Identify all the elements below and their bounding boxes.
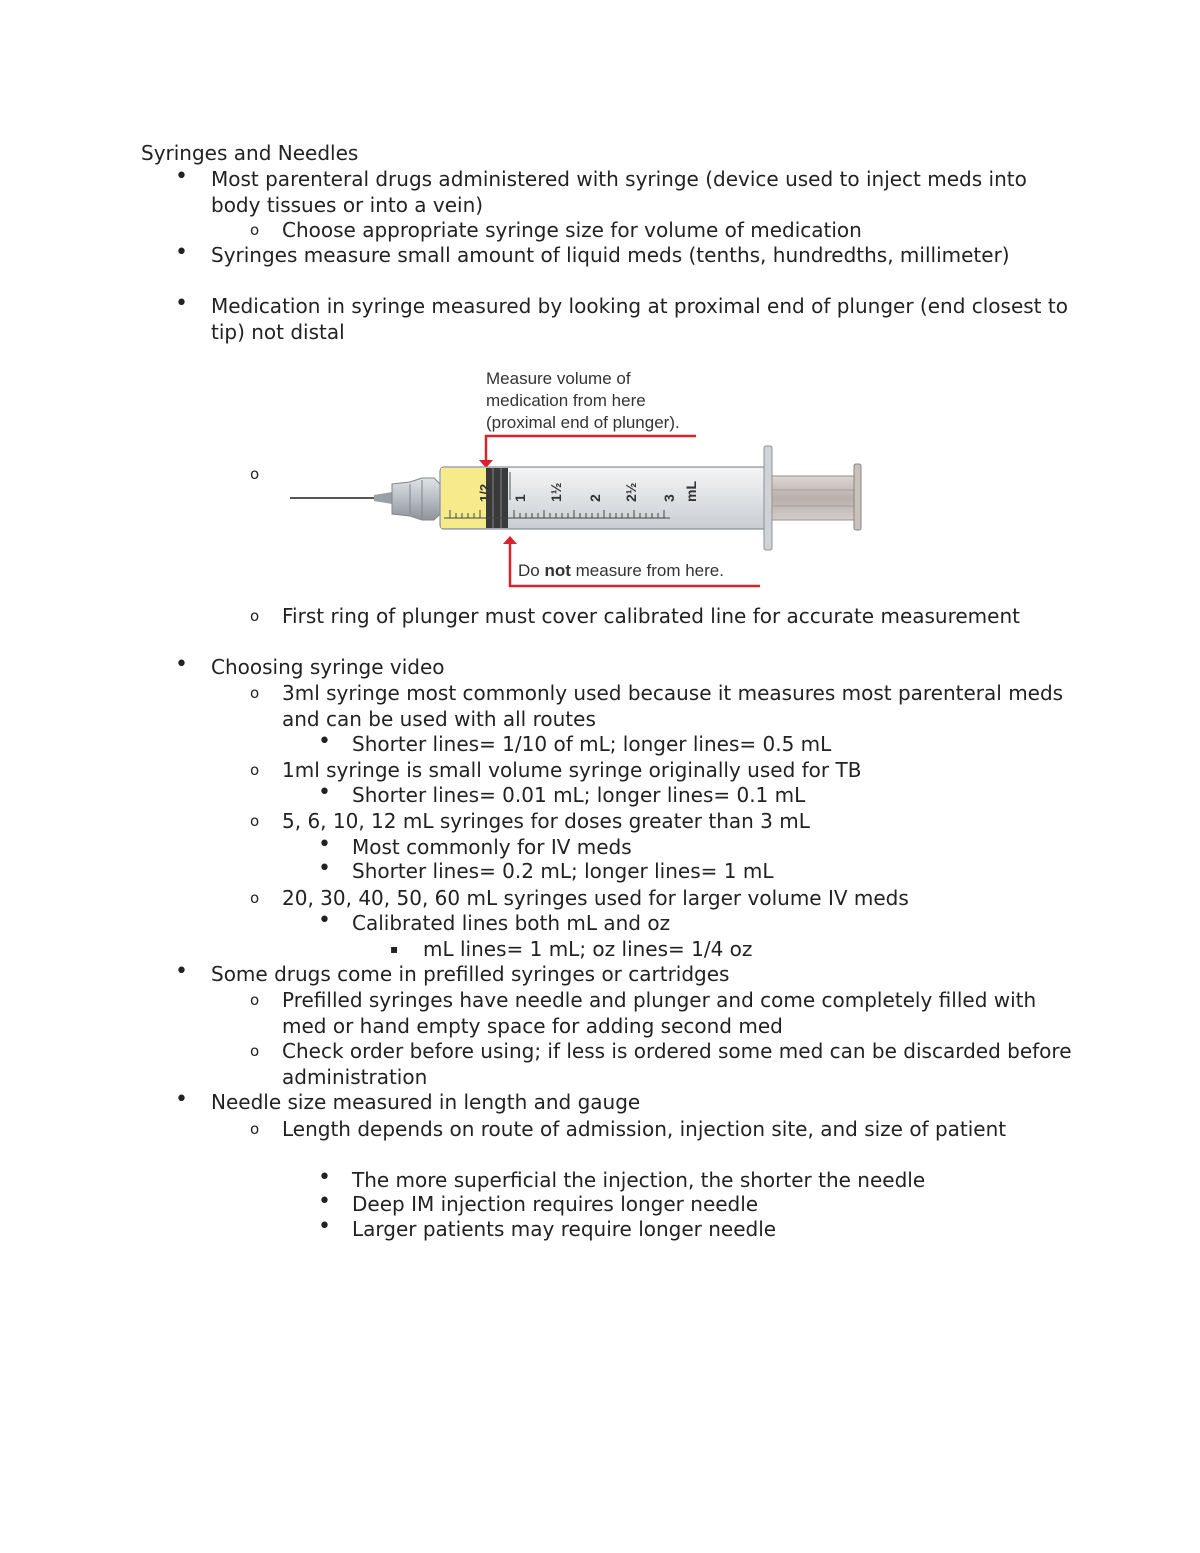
needle-bevel <box>374 492 392 504</box>
scale-label: 2½ <box>623 482 639 502</box>
bullet-marker: • <box>318 729 331 754</box>
list-item-text: Length depends on route of admission, injection site, and size of patient <box>282 1117 1007 1141</box>
circle-marker: o <box>250 889 260 907</box>
list-item <box>250 1039 1072 1090</box>
circle-marker: o <box>250 991 260 1009</box>
circle-marker: o <box>250 684 260 702</box>
list-item-text: Some drugs come in prefilled syringes or cartridges <box>211 962 730 986</box>
list-item <box>250 218 1072 244</box>
list-item <box>250 681 1072 732</box>
list-item <box>250 809 1072 835</box>
list-item-text: Shorter lines= 0.2 mL; longer lines= 1 mL <box>352 859 774 883</box>
needle-hub <box>392 478 440 520</box>
list-item <box>318 1189 1072 1218</box>
list-item <box>250 988 1072 1039</box>
scale-label-unit: mL <box>683 481 699 502</box>
circle-marker: o <box>250 812 260 830</box>
list-item-text: Larger patients may require longer needle <box>352 1217 777 1241</box>
list-item <box>250 1117 1072 1143</box>
bullet-marker: • <box>175 291 188 316</box>
circle-marker: o <box>250 465 260 483</box>
list-item-text: Choose appropriate syringe size for volume of medication <box>282 218 862 242</box>
list-item <box>175 959 1071 988</box>
list-item-text: The more superficial the injection, the shorter the needle <box>352 1168 926 1192</box>
callout-bottom: Do not measure from here. <box>518 561 724 580</box>
bullet-marker: • <box>318 1214 331 1239</box>
list-item-text: Choosing syringe video <box>211 655 445 679</box>
scale-label: 1 <box>512 494 528 502</box>
list-item <box>175 164 1071 218</box>
square-marker: ▪ <box>390 942 399 956</box>
list-item <box>175 652 1071 681</box>
list-item <box>250 604 1072 630</box>
circle-marker: o <box>250 607 260 625</box>
list-item-text: Check order before using; if less is ordered some med can be discarded before administration <box>282 1039 1072 1089</box>
list-item-text: Shorter lines= 1/10 of mL; longer lines= 0.5 mL <box>352 732 832 756</box>
list-item <box>250 886 1072 912</box>
list-item <box>390 937 1073 963</box>
bullet-marker: • <box>175 652 188 677</box>
list-item-text: Syringes measure small amount of liquid meds (tenths, hundredths, millimeter) <box>211 243 1010 267</box>
list-item-text: Most parenteral drugs administered with syringe (device used to inject meds into body tissues or into a vein) <box>211 167 1027 217</box>
scale-label: 1½ <box>548 482 564 502</box>
list-item <box>175 240 1071 269</box>
list-item-text: Needle size measured in length and gauge <box>211 1090 641 1114</box>
callout-top-line-1: Measure volume of <box>486 369 631 388</box>
list-item <box>318 832 1072 861</box>
list-item <box>318 908 1072 937</box>
circle-marker: o <box>250 1120 260 1138</box>
bullet-marker: • <box>318 780 331 805</box>
bullet-marker: • <box>318 832 331 857</box>
list-item-text: 3ml syringe most commonly used because it measures most parenteral meds and can be used with all routes <box>282 681 1064 731</box>
bullet-marker: • <box>318 908 331 933</box>
list-item-text: First ring of plunger must cover calibrated line for accurate measurement <box>282 604 1020 628</box>
bullet-marker: • <box>175 164 188 189</box>
list-item-text: Deep IM injection requires longer needle <box>352 1192 759 1216</box>
list-item-text: Medication in syringe measured by looking at proximal end of plunger (end closest to tip) not distal <box>211 294 1068 344</box>
list-item-text: 5, 6, 10, 12 mL syringes for doses greater than 3 mL <box>282 809 810 833</box>
list-item-text: Prefilled syringes have needle and plunger and come completely filled with med or hand empty space for adding second med <box>282 988 1037 1038</box>
bullet-marker: • <box>175 1087 188 1112</box>
list-item-text: Most commonly for IV meds <box>352 835 632 859</box>
finger-flange <box>764 446 772 550</box>
bullet-marker: • <box>318 1165 331 1190</box>
bullet-marker: • <box>318 1189 331 1214</box>
plunger-rod <box>772 476 854 520</box>
scale-label: 1/2 <box>477 483 492 502</box>
list-item-text: 20, 30, 40, 50, 60 mL syringes used for larger volume IV meds <box>282 886 909 910</box>
list-item <box>318 780 1072 809</box>
callout-arrow-top <box>486 436 696 462</box>
scale-label: 2 <box>587 494 603 502</box>
thumb-press <box>854 464 861 530</box>
circle-marker: o <box>250 221 260 239</box>
circle-marker: o <box>250 761 260 779</box>
list-item <box>318 729 1072 758</box>
list-item-text: 1ml syringe is small volume syringe originally used for TB <box>282 758 862 782</box>
bullet-marker: • <box>318 856 331 881</box>
callout-top-line-2: medication from here <box>486 391 646 410</box>
list-item <box>175 1087 1071 1116</box>
list-item-text: Calibrated lines both mL and oz <box>352 911 671 935</box>
list-item-text: mL lines= 1 mL; oz lines= 1/4 oz <box>423 937 753 961</box>
list-item <box>318 856 1072 885</box>
callout-top-line-3: (proximal end of plunger). <box>486 413 680 432</box>
bullet-marker: • <box>175 240 188 265</box>
list-item <box>318 1165 1072 1194</box>
circle-marker: o <box>250 1042 260 1060</box>
scale-label: 3 <box>661 494 677 502</box>
list-item-text: Shorter lines= 0.01 mL; longer lines= 0.1 mL <box>352 783 806 807</box>
list-item <box>250 758 1072 784</box>
arrowhead-icon <box>503 536 517 544</box>
list-item <box>318 1214 1072 1243</box>
page-title: Syringes and Needles <box>141 141 359 165</box>
bullet-marker: • <box>175 959 188 984</box>
syringe-diagram <box>282 364 882 590</box>
list-item <box>175 291 1071 345</box>
